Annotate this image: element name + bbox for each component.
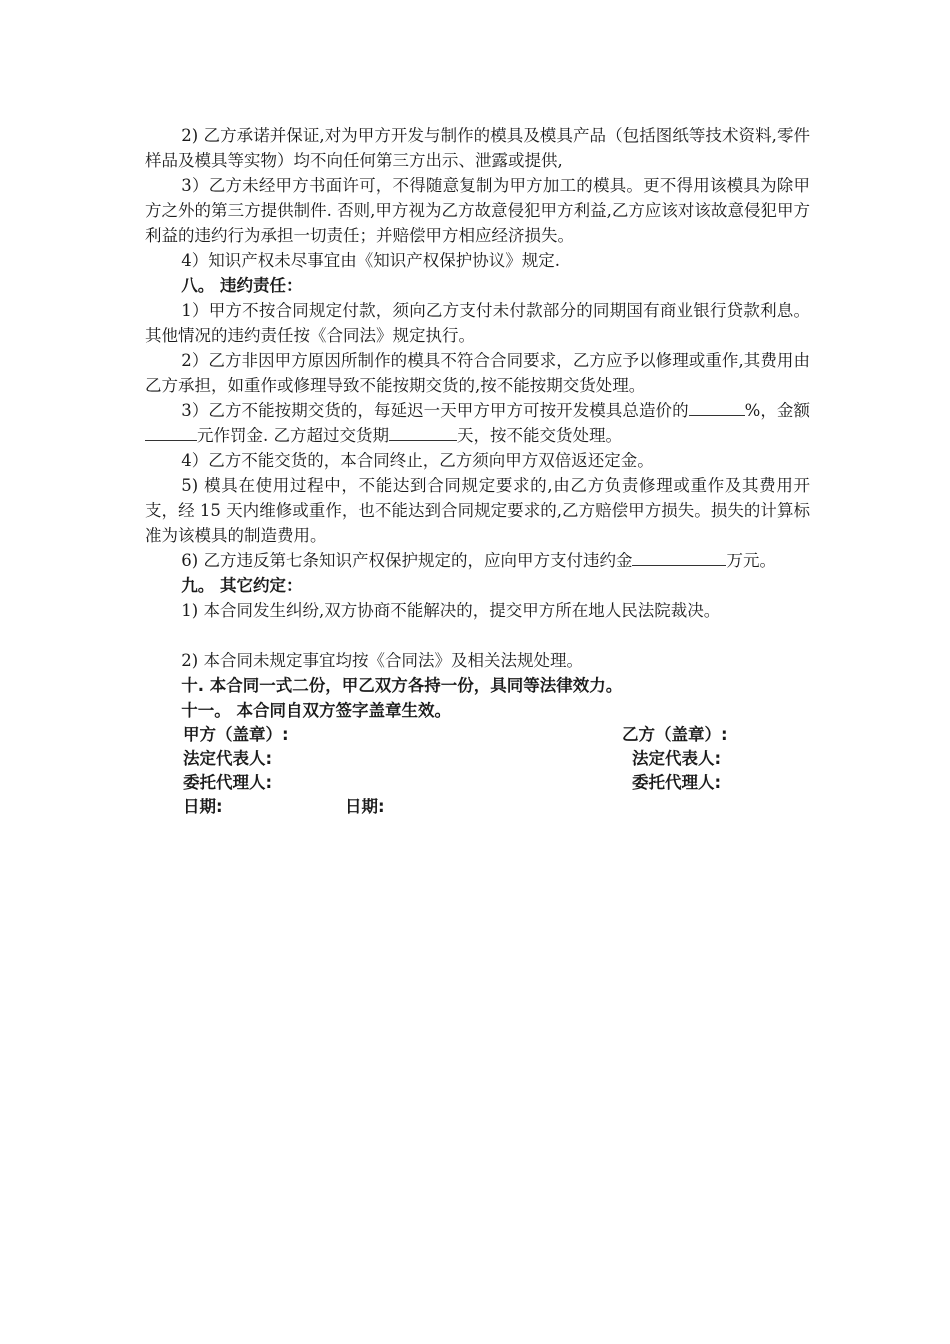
clause-8-item-1: 1）甲方不按合同规定付款，须向乙方支付未付款部分的同期国有商业银行贷款利息。其他情况的违约责任按《合同法》规定执行。 xyxy=(145,301,810,345)
party-b-legal-rep-label: 法定代表人: xyxy=(632,749,722,768)
blank-days xyxy=(389,424,457,442)
clause-11: 十一。 本合同自双方签字盖章生效。 xyxy=(181,701,452,720)
clause-8-item-3-text-b: %，金额 xyxy=(744,401,810,420)
party-b-date-label: 日期: xyxy=(345,797,385,816)
party-b-agent-label: 委托代理人: xyxy=(632,773,722,792)
clause-9-item-2: 2) 本合同未规定事宜均按《合同法》及相关法规处理。 xyxy=(181,651,583,670)
clause-8-item-2: 2）乙方非因甲方原因所制作的模具不符合合同要求，乙方应予以修理或重作,其费用由乙方承担，如重作或修理导致不能按期交货的,按不能按期交货处理。 xyxy=(145,351,810,395)
clause-8-item-6 xyxy=(145,548,810,573)
clause-8-item-3-text-d: 天，按不能交货处理。 xyxy=(457,426,622,445)
clause-7-item-2: 2) 乙方承诺并保证,对为甲方开发与制作的模具及模具产品（包括图纸等技术资料,零件样品及模具等实物）均不向任何第三方出示、泄露或提供, xyxy=(145,126,810,170)
clause-8-item-3-text-a: 3）乙方不能按期交货的，每延迟一天甲方甲方可按开发模具总造价的 xyxy=(181,401,689,420)
party-a-seal-label: 甲方（盖章）: xyxy=(183,725,289,744)
clause-10: 十. 本合同一式二份，甲乙双方各持一份，具同等法律效力。 xyxy=(181,676,623,695)
party-a-date-label: 日期: xyxy=(183,797,223,816)
contract-body xyxy=(145,123,810,819)
clause-8-item-3 xyxy=(145,398,810,448)
clause-8-heading: 八。 违约责任： xyxy=(181,276,303,295)
clause-8-item-5: 5) 模具在使用过程中，不能达到合同规定要求的,由乙方负责修理或重作及其费用开支，经 15 天内维修或重作，也不能达到合同规定要求的,乙方赔偿甲方损失。损失的计算标准为该模具的制造费用。 xyxy=(145,476,810,545)
signature-row-legal-rep xyxy=(145,747,810,771)
party-b-seal-label: 乙方（盖章）: xyxy=(622,725,728,744)
clause-8-item-6-text-b: 万元。 xyxy=(726,551,776,570)
clause-7-item-3: 3）乙方未经甲方书面许可，不得随意复制为甲方加工的模具。更不得用该模具为除甲方之外的第三方提供制件. 否则,甲方视为乙方故意侵犯甲方利益,乙方应该对该故意侵犯甲方利益的违约行为承担一切责任；并赔偿甲方相应经济损失。 xyxy=(145,176,810,245)
clause-8-item-6-text-a: 6) 乙方违反第七条知识产权保护规定的，应向甲方支付违约金 xyxy=(181,551,633,570)
spacer xyxy=(145,623,810,648)
signature-row-seal xyxy=(145,723,810,747)
party-a-legal-rep-label: 法定代表人: xyxy=(183,749,273,768)
blank-amount xyxy=(145,424,197,442)
signature-row-date xyxy=(145,795,810,819)
clause-7-item-4: 4）知识产权未尽事宜由《知识产权保护协议》规定. xyxy=(181,251,561,270)
blank-penalty xyxy=(632,549,726,567)
signature-row-agent xyxy=(145,771,810,795)
blank-percent xyxy=(689,399,745,417)
clause-9-item-1: 1) 本合同发生纠纷,双方协商不能解决的，提交甲方所在地人民法院裁决。 xyxy=(181,601,721,620)
clause-8-item-4: 4）乙方不能交货的，本合同终止，乙方须向甲方双倍返还定金。 xyxy=(181,451,654,470)
clause-9-heading: 九。 其它约定： xyxy=(181,576,303,595)
clause-8-item-3-text-c: 元作罚金. 乙方超过交货期 xyxy=(197,426,389,445)
party-a-agent-label: 委托代理人: xyxy=(183,773,273,792)
